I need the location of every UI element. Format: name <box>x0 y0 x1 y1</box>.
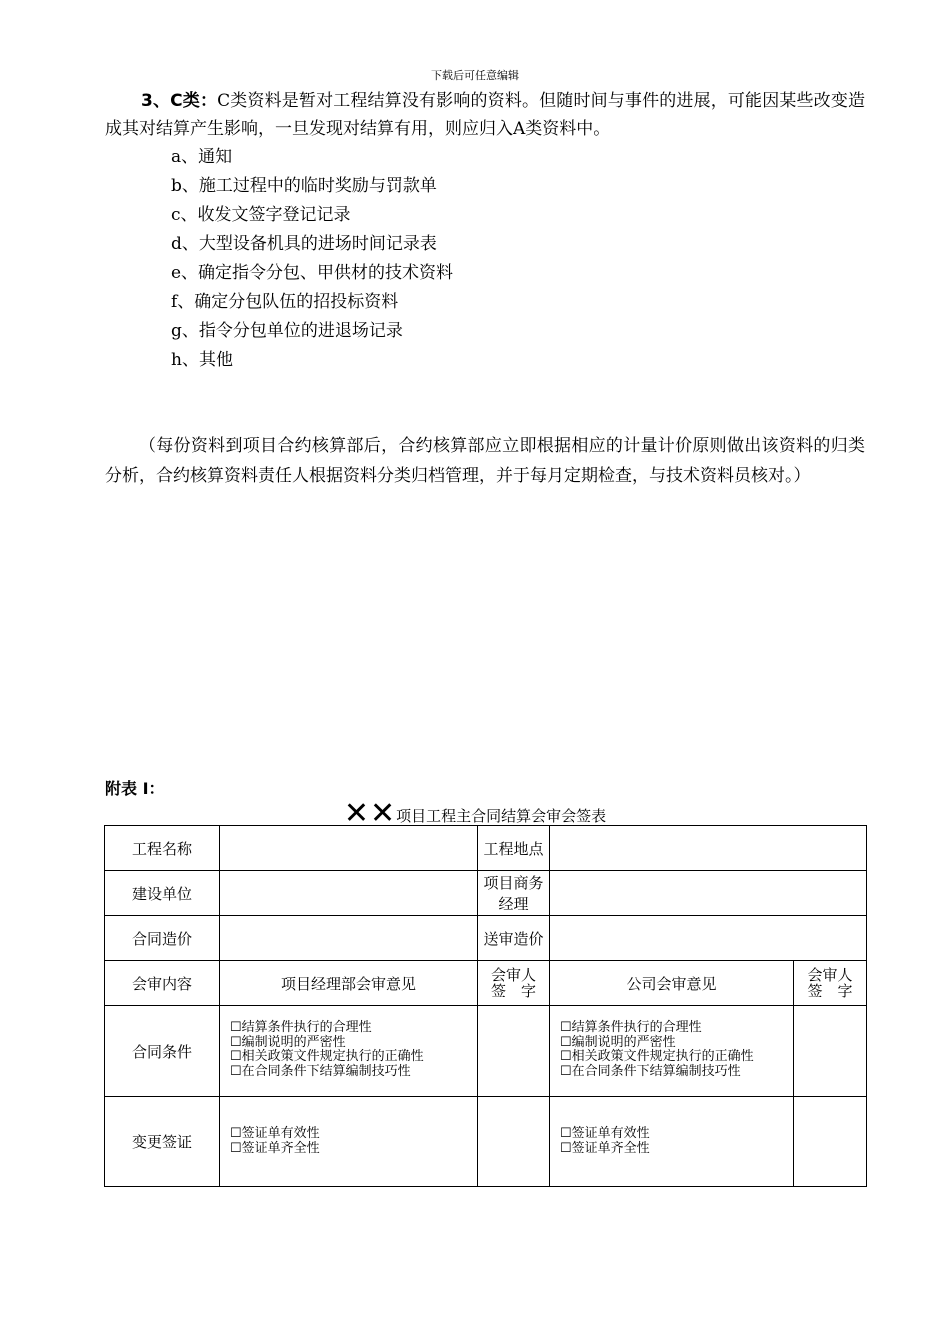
list-item: d、大型设备机具的进场时间记录表 <box>171 234 437 254</box>
checklist-item[interactable]: ☐编制说明的严密性 <box>230 1034 346 1050</box>
dept-opinion-header: 项目经理部会审意见 <box>220 961 478 1006</box>
checklist-item[interactable]: ☐在合同条件下结算编制技巧性 <box>560 1063 741 1079</box>
reviewer-sign-header <box>478 961 550 1006</box>
list-item: g、指令分包单位的进退场记录 <box>171 321 403 341</box>
placeholder-mark: ✕✕ <box>343 796 397 831</box>
checklist-item[interactable]: ☐编制说明的严密性 <box>560 1034 676 1050</box>
company-contract-sign-cell[interactable] <box>794 1006 867 1097</box>
table-row <box>105 1006 867 1097</box>
company-opinion-header: 公司会审意见 <box>550 961 794 1006</box>
change-visa-label: 变更签证 <box>105 1097 220 1187</box>
contract-price-value[interactable] <box>220 916 478 961</box>
pm-label: 项目商务经理 <box>478 871 550 916</box>
list-item: e、确定指令分包、甲供材的技术资料 <box>171 263 454 283</box>
checklist-item[interactable]: ☐相关政策文件规定执行的正确性 <box>560 1049 754 1064</box>
checklist-item[interactable]: ☐签证单齐全性 <box>560 1140 650 1156</box>
reviewer-sign-line1: 会审人 <box>490 966 536 984</box>
table-row <box>105 826 867 871</box>
reviewer-sign-line2: 签 字 <box>490 982 536 1000</box>
header-note: 下载后可任意编辑 <box>431 69 519 82</box>
checklist-item[interactable]: ☐在合同条件下结算编制技巧性 <box>230 1063 411 1079</box>
review-content-label: 会审内容 <box>105 961 220 1006</box>
contract-terms-label: 合同条件 <box>105 1006 220 1097</box>
note-paragraph: （每份资料到项目合约核算部后，合约核算部应立即根据相应的计量计价原则做出该资料的归类分析，合约核算资料责任人根据资料分类归档管理，并于每月定期检查，与技术资料员核对。） <box>105 436 865 486</box>
dept-visa-checklist <box>220 1097 478 1187</box>
project-site-value[interactable] <box>550 826 867 871</box>
submitted-price-value[interactable] <box>550 916 867 961</box>
project-name-value[interactable] <box>220 826 478 871</box>
section-c-text: C类资料是暂对工程结算没有影响的资料。但随时间与事件的进展，可能因某些改变造成其对结算产生影响，一旦发现对结算有用，则应归入A类资料中。 <box>105 91 865 139</box>
submitted-price-label: 送审造价 <box>478 916 550 961</box>
section-c-paragraph <box>105 87 865 143</box>
section-c-list <box>171 143 453 375</box>
list-item: a、通知 <box>171 147 233 167</box>
dept-contract-checklist <box>220 1006 478 1097</box>
table-row <box>105 961 867 1006</box>
list-item: b、施工过程中的临时奖励与罚款单 <box>171 176 437 196</box>
table-row <box>105 1097 867 1187</box>
checklist-item[interactable]: ☐结算条件执行的合理性 <box>230 1020 372 1035</box>
builder-label: 建设单位 <box>105 871 220 916</box>
list-item: c、收发文签字登记记录 <box>171 205 351 225</box>
contract-price-label: 合同造价 <box>105 916 220 961</box>
settlement-signoff-table <box>104 825 867 1187</box>
checklist-item[interactable]: ☐结算条件执行的合理性 <box>560 1020 702 1035</box>
table-row <box>105 916 867 961</box>
list-item: h、其他 <box>171 350 233 370</box>
section-c-lead: 3、C类： <box>141 91 218 111</box>
company-contract-checklist <box>550 1006 794 1097</box>
reviewer-sign-line1: 会审人 <box>807 966 853 984</box>
table-title-text: 项目工程主合同结算会审会签表 <box>396 807 607 825</box>
company-sign-header <box>794 961 867 1006</box>
checklist-item[interactable]: ☐相关政策文件规定执行的正确性 <box>230 1049 424 1064</box>
dept-contract-sign-cell[interactable] <box>478 1006 550 1097</box>
builder-value[interactable] <box>220 871 478 916</box>
reviewer-sign-line2: 签 字 <box>807 982 853 1000</box>
project-name-label: 工程名称 <box>105 826 220 871</box>
project-site-label: 工程地点 <box>478 826 550 871</box>
checklist-item[interactable]: ☐签证单有效性 <box>560 1126 650 1141</box>
checklist-item[interactable]: ☐签证单齐全性 <box>230 1140 320 1156</box>
pm-value[interactable] <box>550 871 867 916</box>
company-visa-checklist <box>550 1097 794 1187</box>
company-visa-sign-cell[interactable] <box>794 1097 867 1187</box>
appendix-label: 附表 I： <box>105 779 165 798</box>
list-item: f、确定分包队伍的招投标资料 <box>171 292 399 312</box>
checklist-item[interactable]: ☐签证单有效性 <box>230 1126 320 1141</box>
dept-visa-sign-cell[interactable] <box>478 1097 550 1187</box>
table-row <box>105 871 867 916</box>
